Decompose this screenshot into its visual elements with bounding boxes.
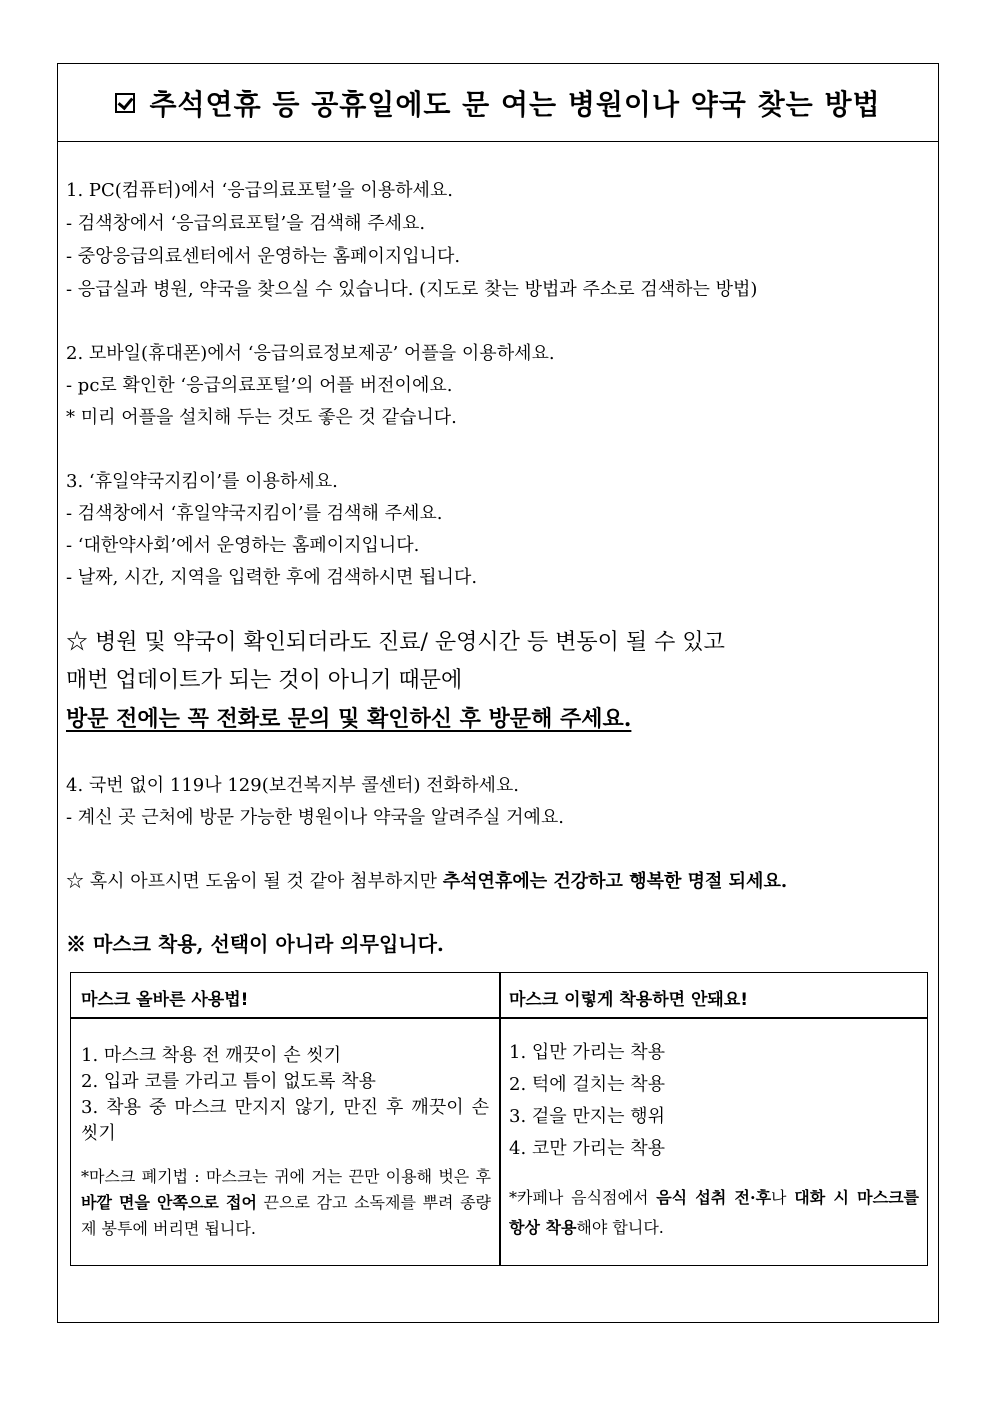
note-bold-text: 바깥 면을 안쪽으로 접어 [81,1193,257,1212]
section3-line: - 검색창에서 ‘휴일약국지킴이’를 검색해 주세요. [66,503,443,524]
note-text: 해야 합니다. [576,1218,664,1237]
wish-text: 혹시 아프시면 도움이 될 것 같아 첨부하지만 [89,871,443,892]
star-icon [66,630,88,655]
list-item: 3. 겉을 만지는 행위 [509,1106,666,1127]
note-text: 끈으로 감고 소독제를 뿌려 종량제 봉투에 버리면 됩니다. [81,1193,491,1238]
section1-line: - 응급실과 병원, 약국을 찾으실 수 있습니다. (지도로 찾는 방법과 주소로 검색하는 방법) [66,279,758,300]
section3-line: - ‘대한약사회’에서 운영하는 홈페이지입니다. [66,535,420,556]
checkbox-icon [115,93,135,113]
wish-bold-text: 추석연휴에는 건강하고 행복한 명절 되세요. [442,871,788,892]
mask-table [70,972,928,1266]
list-item: 1. 입만 가리는 착용 [509,1042,666,1063]
mask-heading [66,933,444,955]
notice-emphasis: 방문 전에는 꼭 전화로 문의 및 확인하신 후 방문해 주세요. [66,706,632,732]
document-frame [57,63,939,1323]
notice-line: 매번 업데이트가 되는 것이 아니기 때문에 [66,668,463,693]
list-item: 1. 마스크 착용 전 깨끗이 손 씻기 [81,1045,342,1066]
page-title [115,83,880,123]
note-text: 나 [771,1188,795,1207]
notice-text: 병원 및 약국이 확인되더라도 진료/ 운영시간 등 변동이 될 수 있고 [95,630,725,655]
right-list [509,1037,919,1165]
table-header-right: 마스크 이렇게 착용하면 안돼요! [509,990,748,1010]
section2-line: - pc로 확인한 ‘응급의료포털’의 어플 버전이에요. [66,375,453,396]
section1-line: - 검색창에서 ‘응급의료포털’을 검색해 주세요. [66,213,426,234]
note-text: *마스크 폐기법 : 마스크는 귀에 거는 끈만 이용해 벗은 후 [81,1167,491,1186]
list-item: 2. 턱에 걸치는 착용 [509,1074,666,1095]
list-item: 4. 코만 가리는 착용 [509,1138,666,1159]
title-row [58,64,938,142]
note-bold-text: 음식 섭취 전·후 [656,1188,772,1207]
left-note [81,1164,491,1242]
left-list [81,1043,489,1147]
star-icon [66,871,84,892]
section2-line: * 미리 어플을 설치해 두는 것도 좋은 것 같습니다. [66,407,457,428]
table-header-left: 마스크 올바른 사용법! [81,990,249,1010]
list-item: 3. 착용 중 마스크 만지지 않기, 만진 후 깨끗이 손 씻기 [81,1097,489,1144]
mask-heading-text: 마스크 착용, 선택이 아니라 의무입니다. [92,932,444,956]
list-item: 2. 입과 코를 가리고 틈이 없도록 착용 [81,1071,376,1092]
wish-line [66,871,787,893]
section1-line: - 중앙응급의료센터에서 운영하는 홈페이지입니다. [66,246,461,267]
section4-line: - 계신 곳 근처에 방문 가능한 병원이나 약국을 알려주실 거예요. [66,807,564,828]
section3-line: - 날짜, 시간, 지역을 입력한 후에 검색하시면 됩니다. [66,567,478,588]
section2-heading: 2. 모바일(휴대폰)에서 ‘응급의료정보제공’ 어플을 이용하세요. [66,343,555,364]
note-text: *카페나 음식점에서 [509,1188,657,1207]
note-bold-text: 대화 시 마스크를 항상 착용 [509,1188,919,1237]
reference-mark-icon [66,932,86,956]
right-note [509,1183,919,1243]
section4-heading: 4. 국번 없이 119나 129(보건복지부 콜센터) 전화하세요. [66,775,519,796]
notice-line [66,629,725,657]
table-divider [71,1017,927,1019]
section3-heading: 3. ‘휴일약국지킴이’를 이용하세요. [66,471,338,492]
section1-heading: 1. PC(컴퓨터)에서 ‘응급의료포털’을 이용하세요. [66,180,454,201]
title-text: 추석연휴 등 공휴일에도 문 여는 병원이나 약국 찾는 방법 [149,87,881,121]
